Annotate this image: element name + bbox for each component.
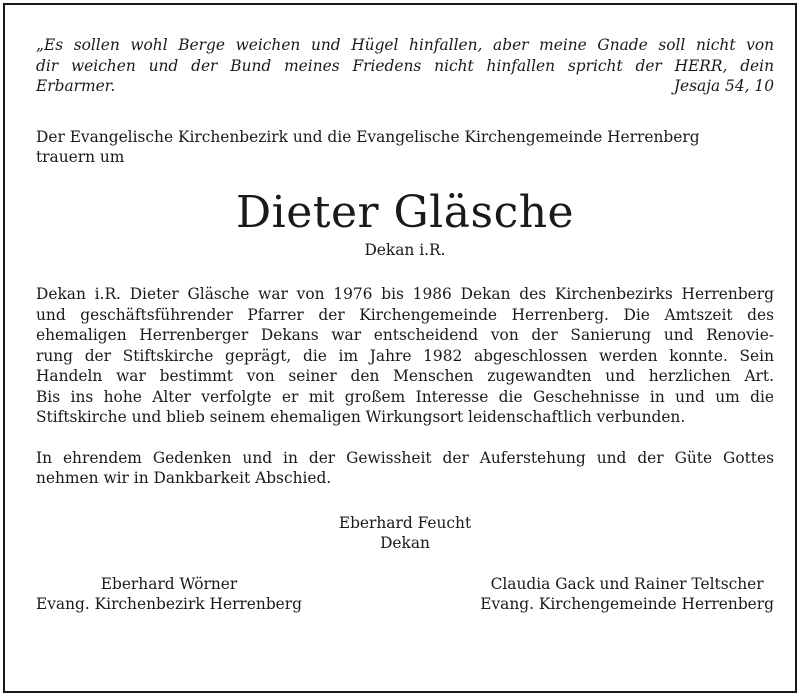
deceased-name: Dieter Gläsche [235, 186, 575, 238]
signer-right [480, 574, 774, 615]
verse-line: „Es sollen wohl Berge weichen und Hügel hinfallen, aber meine Gnade soll nicht von [36, 36, 774, 54]
closing-line: In ehrendem Gedenken und in der Gewissheit der Auferstehung und der Güte Gottes [36, 448, 774, 467]
verse-line: Erbarmer. [36, 77, 116, 95]
verse-line: dir weichen und der Bund meines Friedens nicht hinfallen spricht der HERR, dein [36, 56, 774, 75]
signers-row [36, 574, 774, 615]
signer-role: Evang. Kirchenbezirk Herrenberg [36, 595, 302, 613]
signer-role: Evang. Kirchengemeinde Herrenberg [480, 595, 774, 613]
biography [36, 284, 774, 428]
obituary-content [36, 35, 774, 615]
verse-last-line [36, 76, 774, 97]
signer-left [36, 574, 302, 615]
signer-name: Eberhard Feucht [338, 513, 472, 532]
bio-line: Bis ins hohe Alter verfolgte er mit großem Interesse die Geschehnisse in und um die [36, 387, 774, 406]
intro-text [36, 127, 774, 168]
bio-line: Dekan i.R. Dieter Gläsche war von 1976 bis 1986 Dekan des Kirchenbezirks Herrenberg [36, 285, 774, 303]
signer-center [36, 513, 774, 554]
deceased-title: Dekan i.R. [364, 240, 446, 259]
signer-name: Eberhard Wörner [100, 574, 238, 593]
signer-name: Claudia Gack und Rainer Teltscher [490, 574, 764, 593]
bio-line: rung der Stiftskirche geprägt, die im Jahre 1982 abgeschlossen werden konnte. Sein [36, 346, 774, 365]
bio-line: Handeln war bestimmt von seiner den Menschen zugewandten und herzlichen Art. [36, 367, 774, 385]
intro-line: Der Evangelische Kirchenbezirk und die Evangelische Kirchengemeinde Herrenberg [36, 127, 700, 146]
closing-text [36, 448, 774, 489]
closing-line: nehmen wir in Dankbarkeit Abschied. [36, 469, 332, 487]
bio-line: Stiftskirche und blieb seinem ehemaligen Wirkungsort leidenschaftlich verbunden. [36, 408, 686, 426]
intro-line: trauern um [36, 148, 125, 166]
bio-line: und geschäftsführender Pfarrer der Kirchengemeinde Herrenberg. Die Amtszeit des [36, 305, 774, 324]
bible-verse [36, 35, 774, 97]
verse-reference: Jesaja 54, 10 [673, 77, 774, 95]
bio-line: ehemaligen Herrenberger Dekans war entscheidend von der Sanierung und Renovie- [36, 326, 774, 344]
signer-role: Dekan [380, 534, 430, 552]
obituary-frame [3, 3, 797, 693]
